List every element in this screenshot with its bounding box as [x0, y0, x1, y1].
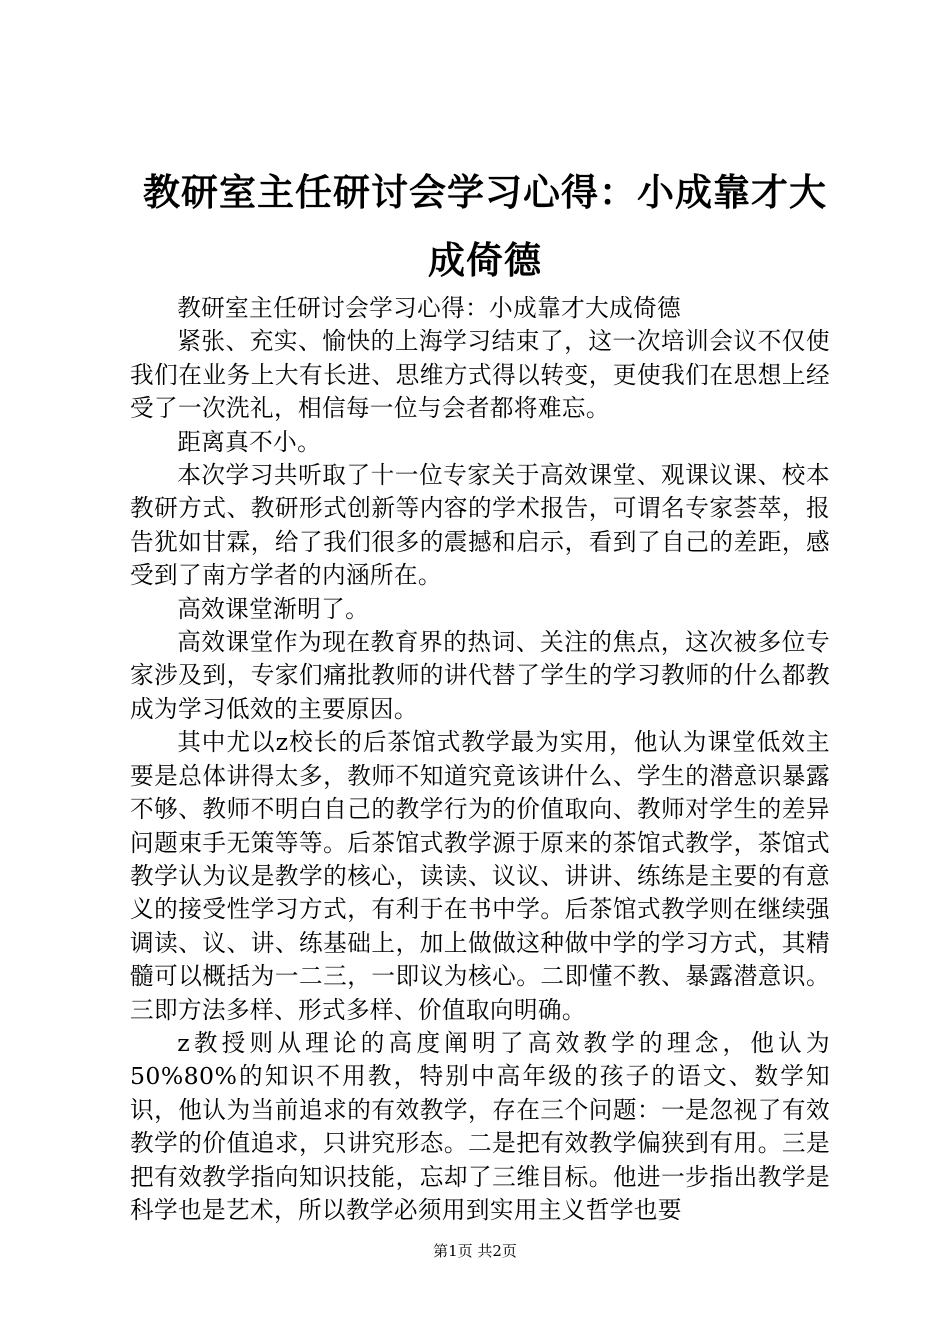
document-body	[130, 292, 830, 1227]
paragraph-heading-distance: 距离真不小。	[177, 427, 322, 456]
paragraph-heading-efficient-class: 高效课堂渐明了。	[177, 594, 370, 623]
paragraph-effective-teaching: z教授则从理论的高度阐明了高效教学的理念，他认为50%80%的知识不用教，特别中高年级的孩子的语文、数学知识，他认为当前追求的有效教学，存在三个问题：一是忽视了有效教学的价值追求，只讲究形态。二是把有效教学偏狭到有用。三是把有效教学指向知识技能，忘却了三维目标。他进一步指出教学是科学也是艺术，所以教学必须用到实用主义哲学也要	[130, 1028, 830, 1224]
paragraph-intro: 紧张、充实、愉快的上海学习结束了，这一次培训会议不仅使我们在业务上大有长进、思维方式得以转变，更使我们在思想上经受了一次洗礼，相信每一位与会者都将难忘。	[130, 327, 830, 423]
document-title: 教研室主任研讨会学习心得：小成靠才大成倚德	[143, 170, 827, 282]
paragraph-subtitle: 教研室主任研讨会学习心得：小成靠才大成倚德	[177, 294, 682, 322]
paragraph-efficient-class: 高效课堂作为现在教育界的热词、关注的焦点，这次被多位专家涉及到，专家们痛批教师的讲代替了学生的学习教师的什么都教成为学习低效的主要原因。	[130, 628, 830, 723]
page-footer: 第1页 共2页	[433, 1242, 517, 1260]
paragraph-teahouse-teaching: 其中尤以z校长的后茶馆式教学最为实用，他认为课堂低效主要是总体讲得太多，教师不知道究竟该讲什么、学生的潜意识暴露不够、教师不明白自己的教学行为的价值取向、教师对学生的差异问题束手无策等等。后茶馆式教学源于原来的茶馆式教学，茶馆式教学认为议是教学的核心，读读、议议、讲讲、练练是主要的有意义的接受性学习方式，有利于在书中学。后茶馆式教学则在继续强调读、议、讲、练基础上，加上做做这种做中学的学习方式，其精髓可以概括为一二三，一即议为核心。二即懂不教、暴露潜意识。三即方法多样、形式多样、价值取向明确。	[130, 728, 830, 1024]
paragraph-experts: 本次学习共听取了十一位专家关于高效课堂、观课议课、校本教研方式、教研形式创新等内容的学术报告，可谓名专家荟萃，报告犹如甘霖，给了我们很多的震撼和启示，看到了自己的差距，感受到了南方学者的内涵所在。	[130, 461, 830, 590]
